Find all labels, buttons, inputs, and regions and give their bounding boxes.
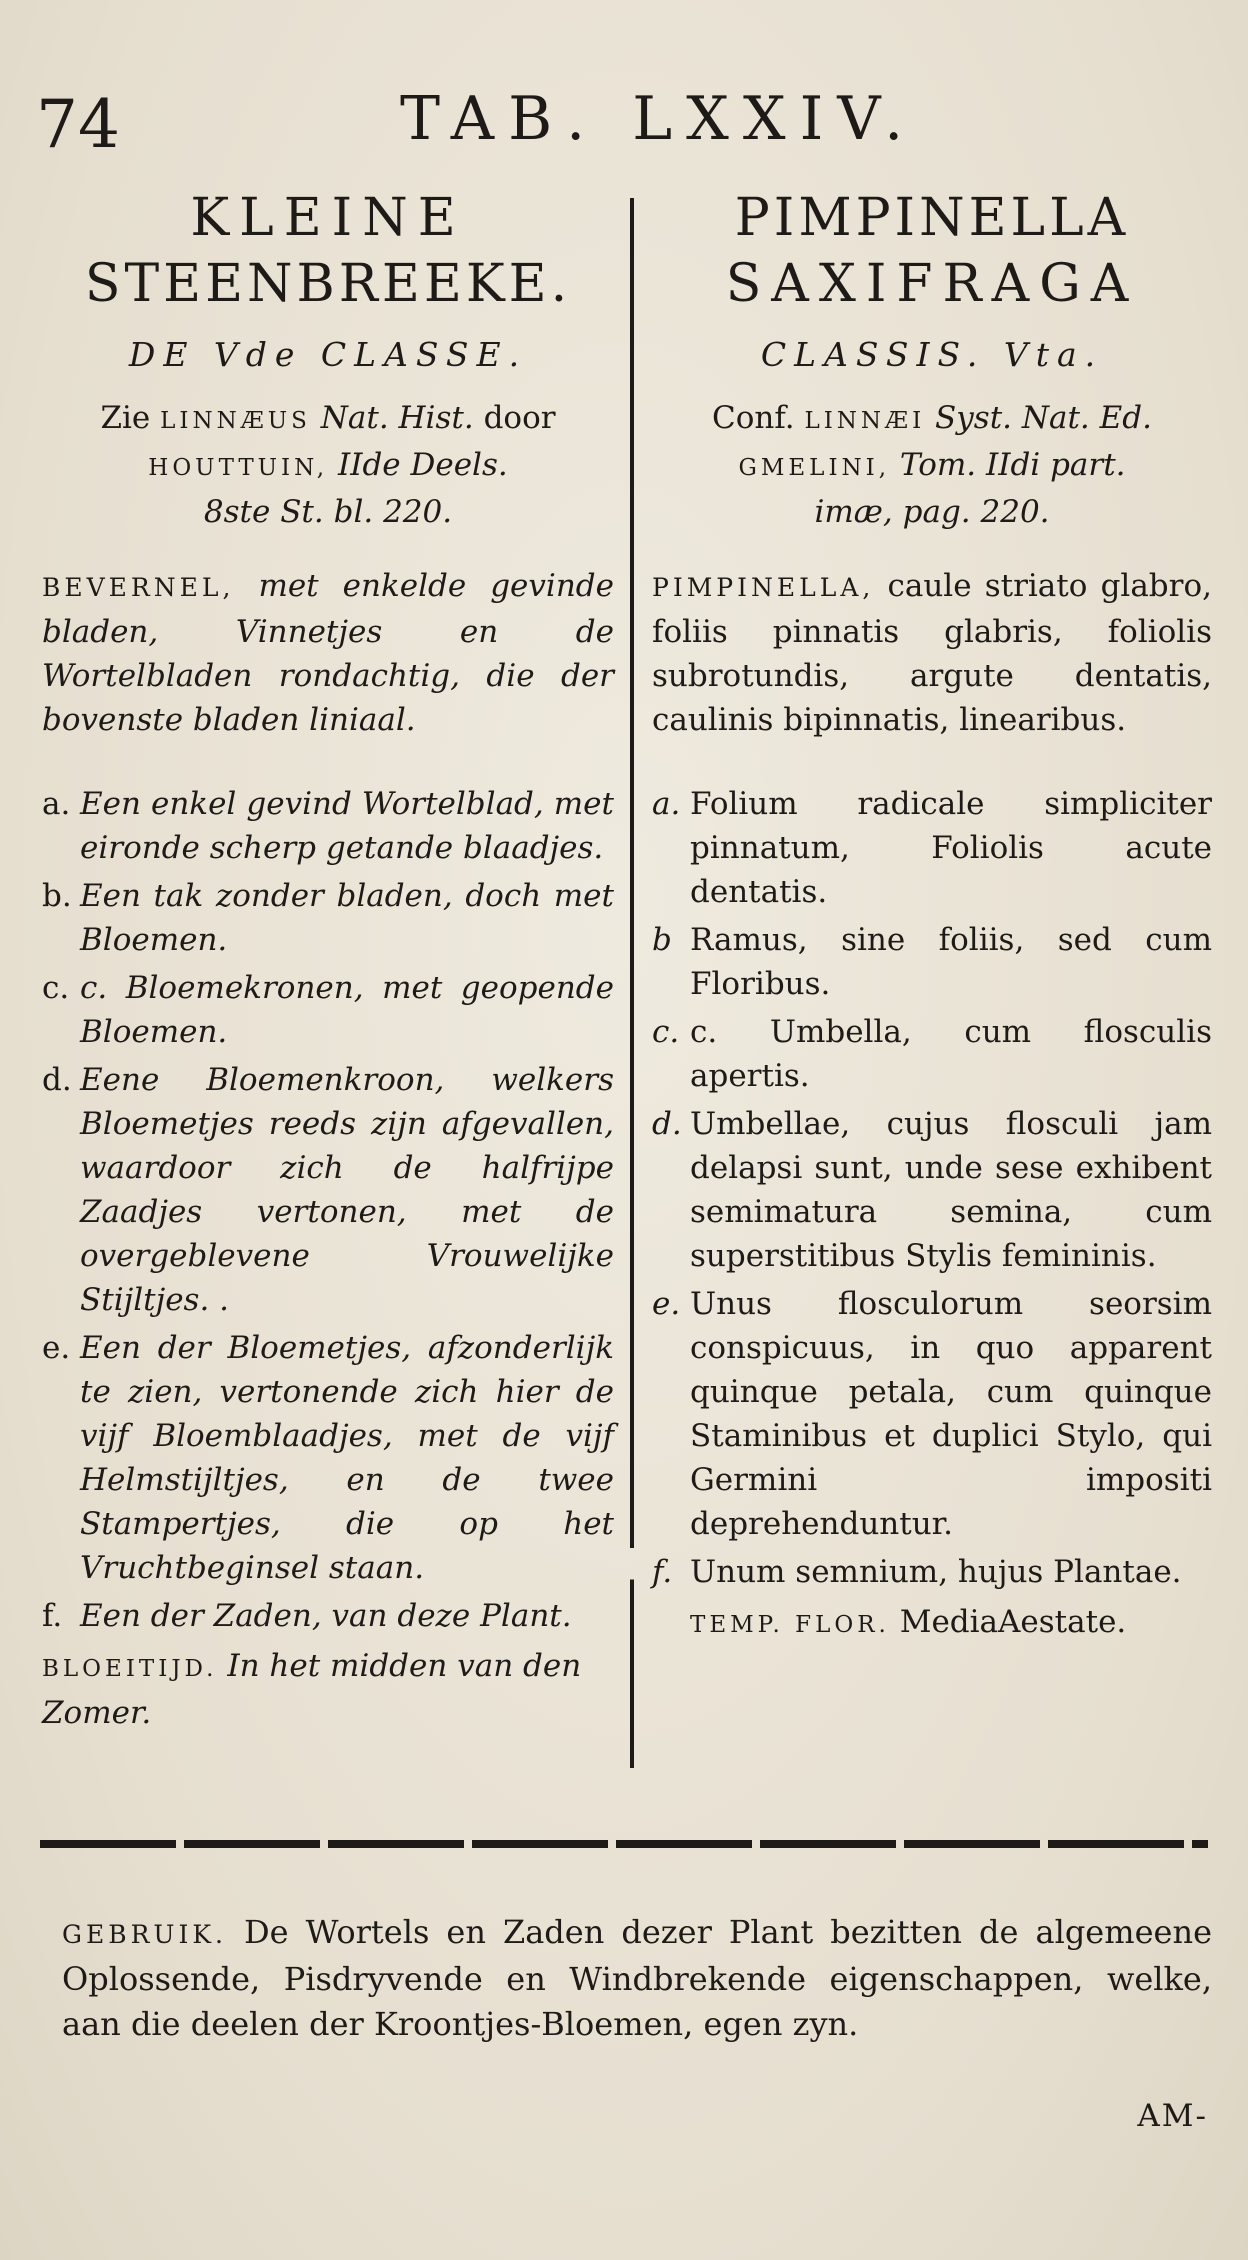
ref-author: LINNÆI (804, 408, 926, 434)
flowering-text: In het midden van den Zomer. (42, 1648, 582, 1731)
page-number: 74 (36, 86, 120, 163)
dutch-class: DE Vde CLASSE. (128, 335, 528, 374)
item-letter: e. (42, 1330, 71, 1366)
ref-volume: Tom. IIdi part. (899, 447, 1126, 483)
list-item (42, 1326, 614, 1590)
flowering-label: TEMP. FLOR. (690, 1612, 890, 1638)
ref-volume: IIde Deels. (337, 447, 508, 483)
list-item (42, 1594, 614, 1638)
list-item (42, 966, 614, 1054)
dutch-column (42, 185, 614, 1735)
flowering-text: MediaAestate. (899, 1604, 1127, 1640)
item-letter: c. (42, 970, 70, 1006)
list-item (652, 1102, 1212, 1278)
latin-column (652, 185, 1212, 1647)
item-letter: b (652, 922, 672, 958)
latin-title-line-1: PIMPINELLA (734, 188, 1130, 248)
item-text: c. Bloemekronen, met geopende Bloemen. (80, 970, 614, 1050)
item-letter: d. (652, 1106, 682, 1142)
dutch-description (42, 564, 614, 742)
desc-genus: PIMPINELLA, (652, 573, 875, 602)
list-item (652, 1550, 1212, 1594)
latin-class: CLASSIS. Vta. (760, 335, 1104, 374)
dutch-reference (42, 396, 614, 534)
ref-word: Zie (100, 400, 151, 436)
usage-paragraph (62, 1910, 1212, 2047)
list-item (652, 1010, 1212, 1098)
list-item (42, 1058, 614, 1322)
plate-heading: TAB. LXXIV. (400, 84, 918, 154)
flowering-label: BLOEITIJD. (42, 1656, 218, 1682)
dutch-title-line-1: KLEINE (190, 188, 466, 248)
item-letter: d. (42, 1062, 72, 1098)
ref-work: Syst. Nat. Ed. (935, 400, 1152, 436)
usage-label: GEBRUIK. (62, 1920, 227, 1949)
latin-legend (652, 782, 1212, 1647)
ref-word-2: door (483, 400, 556, 436)
desc-text: met enkelde gevinde bladen, Vinnetjes en de Wortelbladen rondachtig, die der bovenste bladen liniaal. (42, 568, 614, 738)
ref-page: 8ste St. bl. 220. (203, 494, 453, 530)
latin-title-line-2: SAXIFRAGA (725, 254, 1139, 314)
desc-genus: BEVERNEL, (42, 573, 235, 602)
flowering-time (42, 1644, 614, 1735)
item-letter: f. (652, 1554, 673, 1590)
item-text: c. Umbella, cum flosculis apertis. (690, 1014, 1212, 1094)
ref-editor: GMELINI, (738, 455, 891, 481)
item-letter: a. (652, 786, 681, 822)
item-text: Eene Bloemenkroon, welkers Bloemetjes reeds zijn afgevallen, waardoor zich de halfrijpe Zaadjes vertonen, met de overgeblevene Vrouwelijke Stijltjes. . (80, 1062, 614, 1318)
catchword: AM- (1137, 2098, 1208, 2134)
item-text: Unus flosculorum seorsim conspicuus, in quo apparent quinque petala, cum quinque Staminibus et duplici Stylo, qui Germini impositi deprehenduntur. (690, 1286, 1212, 1542)
item-text: Umbellae, cujus flosculi jam delapsi sunt, unde sese exhibent semimatura semina, cum superstitibus Stylis femininis. (690, 1106, 1212, 1274)
item-text: Een der Bloemetjes, afzonderlijk te zien, vertonende zich hier de vijf Bloemblaadjes, met de vijf Helmstijltjes, en de twee Stampertjes, die op het Vruchtbeginsel staan. (80, 1330, 614, 1586)
ref-word: Conf. (712, 400, 795, 436)
desc-text: caule striato glabro, foliis pinnatis glabris, foliolis subrotundis, argute dentatis, caulinis bipinnatis, linearibus. (652, 568, 1212, 738)
item-letter: c. (652, 1014, 680, 1050)
flowering-time (652, 1600, 1212, 1647)
list-item (42, 782, 614, 870)
item-text: Folium radicale simpliciter pinnatum, Foliolis acute dentatis. (690, 786, 1212, 910)
item-text: Unum semnium, hujus Plantae. (690, 1554, 1182, 1590)
list-item (42, 874, 614, 962)
list-item (652, 782, 1212, 914)
column-rule (630, 198, 634, 1768)
ref-translator: HOUTTUIN, (148, 455, 329, 481)
item-text: Een tak zonder bladen, doch met Bloemen. (80, 878, 614, 958)
list-item (652, 918, 1212, 1006)
item-text: Ramus, sine foliis, sed cum Floribus. (690, 922, 1212, 1002)
dutch-title-line-2: STEENBREEKE. (84, 254, 572, 314)
ref-author: LINNÆUS (160, 408, 311, 434)
item-text: Een der Zaden, van deze Plant. (80, 1598, 572, 1634)
latin-reference (652, 396, 1212, 534)
list-item (652, 1282, 1212, 1546)
dutch-legend (42, 782, 614, 1735)
item-letter: a. (42, 786, 71, 822)
item-letter: b. (42, 878, 72, 914)
item-letter: f. (42, 1598, 63, 1634)
latin-description (652, 564, 1212, 742)
usage-text: De Wortels en Zaden dezer Plant bezitten de algemeene Oplossende, Pisdryvende en Windbrekende eigenschappen, welke, aan die deelen der Kroontjes-Bloemen, egen zyn. (62, 1913, 1213, 2043)
section-divider (40, 1840, 1208, 1848)
ref-page: imæ, pag. 220. (814, 494, 1050, 530)
ref-work: Nat. Hist. (320, 400, 474, 436)
item-text: Een enkel gevind Wortelblad, met eironde scherp getande blaadjes. (80, 786, 614, 866)
item-letter: e. (652, 1286, 681, 1322)
